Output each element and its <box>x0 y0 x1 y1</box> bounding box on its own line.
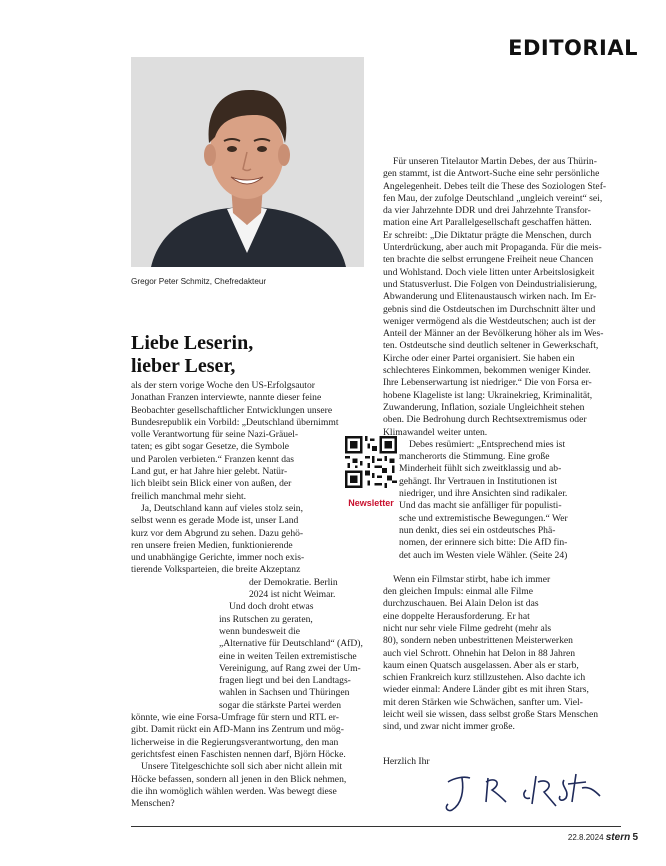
portrait-illustration <box>131 57 364 267</box>
text-line: „Alternative für Deutschland“ (AfD), <box>219 638 363 650</box>
text-line: selbst wenn es gerade Mode ist, unser Land <box>131 515 299 527</box>
text-line: nomen, der erinnere sich bitte: Die AfD fin- <box>399 537 568 549</box>
text-line: Ja, Deutschland kann auf vieles stolz sein, <box>141 502 303 514</box>
text-line: Bundesrepublik ein Vorbild: „Deutschland übernimmt <box>131 416 339 428</box>
text-line: Unsere Titelgeschichte soll sich aber nicht allein mit <box>141 761 343 773</box>
footer <box>568 832 638 843</box>
text-line: fen Mau, der zufolge Deutschland „ungleich vereint“ sei, <box>383 192 603 204</box>
text-line: mation eine Art Parallelgesellschaft geschaffen hätten. <box>383 217 592 229</box>
greeting-line-2: lieber Leser, <box>131 355 236 377</box>
page-number: 5 <box>632 832 638 843</box>
text-line: Höcke befassen, sondern all jenen in den Blick nehmen, <box>131 773 347 785</box>
magazine-brand: stern <box>605 832 631 843</box>
text-line: det auch im Westen viele Wähler. (Seite 24) <box>399 549 568 561</box>
text-line: und Statusverlust. Die Folgen von Deindustrialisierung, <box>383 278 597 290</box>
text-line: gebnis sind die Ostdeutschen im Durchschnitt älter und <box>383 303 596 315</box>
section-title: EDITORIAL <box>508 36 638 60</box>
text-line: lich bleibt sein Blick einer von außen, der <box>131 478 292 490</box>
left-column-text <box>131 380 363 810</box>
text-line: als der stern vorige Woche den US-Erfolgsautor <box>131 380 315 391</box>
text-line: sind, und zwar nicht immer große. <box>383 721 515 733</box>
text-line: Jonathan Franzen interviewte, nannte dieser feine <box>131 392 322 404</box>
text-line: die ihn womöglich wählen werden. Was bewegt diese <box>131 785 337 797</box>
text-line: und Wohlstand. Doch viele litten unter Arbeitslosigkeit <box>383 266 595 278</box>
greeting <box>131 332 253 378</box>
text-line: leicht weil sie wissen, dass selbst große Stars Menschen <box>383 709 599 721</box>
text-line: tierende Volksparteien, die breite Akzeptanz <box>131 564 301 576</box>
text-line: eine in weiten Teilen extremistische <box>219 650 357 662</box>
text-line: Vereinigung, auf Rang zwei der Um- <box>219 662 361 674</box>
text-line: 2024 ist nicht Weimar. <box>249 589 336 601</box>
newsletter-title: Newsletter <box>348 498 394 508</box>
text-line: Für unseren Titelautor Martin Debes, der aus Thürin- <box>393 156 597 167</box>
text-line: kurz vor dem Abgrund zu sehen. Dazu gehö- <box>131 527 304 539</box>
footer-rule <box>131 826 621 827</box>
text-line: da vier Jahrzehnte DDR und drei Jahrzehnte Transfor- <box>383 205 591 217</box>
text-line: Und das macht sie anfälliger für populisti- <box>399 500 562 512</box>
text-line: fragen liegt und bei den Landtags- <box>219 675 351 687</box>
text-line: schien Frankreich kurz stillzustehen. Also dachte ich <box>383 672 586 684</box>
text-line: Anteil der Männer an der Bevölkerung höher als im Wes- <box>383 328 604 340</box>
text-line: Abwanderung und Elitenaustausch wirken nach. Im Er- <box>383 291 597 303</box>
right-column-text <box>383 156 620 734</box>
text-line: hobene Klageliste ist lang: Ukrainekrieg, Kriminalität, <box>383 389 593 401</box>
text-line: 80), sondern neben unbestrittenen Meisterwerken <box>383 635 573 647</box>
text-line: Menschen? <box>131 798 175 810</box>
text-line: Zuwanderung, Inflation, soziale Ungleichheit stehen <box>383 401 585 413</box>
text-line: sogar die stärkste Partei werden <box>219 699 342 711</box>
text-line: und Parolen verbieten.“ Franzen kennt das <box>131 453 295 465</box>
text-line: taten; es gibt sogar Gesetze, die Symbole <box>131 441 289 453</box>
text-line: gerichtsfest einen Faschisten nennen darf, Björn Höcke. <box>131 748 346 760</box>
author-portrait <box>131 57 364 267</box>
text-line: volle Verantwortung für seine Nazi-Gräuel- <box>131 429 299 441</box>
text-line: licherweise in die Regierungsverantwortung, den man <box>131 736 339 748</box>
text-line: Wenn ein Filmstar stirbt, habe ich immer <box>393 573 551 585</box>
text-line: könnte, wie eine Forsa-Umfrage für stern und RTL er- <box>131 712 340 724</box>
text-line: oben. Die Bedrohung durch Rechtsextremismus oder <box>383 414 587 426</box>
text-line: und unabhängige Gerichte, immer noch exis- <box>131 552 305 564</box>
text-line: Minderheit fühlt sich zweitklassig und ab- <box>399 463 562 475</box>
text-line: eine doppelte Herausforderung. Er hat <box>383 610 530 622</box>
issue-date: 22.8.2024 <box>567 833 604 842</box>
text-line: mancherorts die Stimmung. Eine große <box>399 451 550 463</box>
text-line: der Demokratie. Berlin <box>249 576 338 588</box>
text-line: freilich manchmal mehr sieht. <box>131 490 247 502</box>
text-line: schlechteres Einkommen, bekommen weniger Kinder. <box>383 365 591 377</box>
text-line: wieder einmal: Andere Länder gibt es mit ihren Stars, <box>383 684 589 696</box>
text-line: ins Rutschen zu geraten, <box>219 613 313 625</box>
text-line: gehängt. Ihr Vertrauen in Institutionen ist <box>399 475 558 487</box>
text-line: mit deren Stärken wie Schwächen, sanfter um. Viel- <box>383 696 583 708</box>
text-line: ten. Ostdeutsche sind deutlich seltener in Gewerkschaft, <box>383 340 599 352</box>
text-line: gibt. Damit rückt ein AfD-Mann ins Zentrum und mög- <box>131 724 344 736</box>
text-line: kaum einen Quatsch ausgelassen. Aber als er starb, <box>383 659 579 671</box>
text-line: Er schreibt: „Die Diktatur prägte die Menschen, durch <box>383 229 592 241</box>
text-line: Und doch droht etwas <box>229 601 314 613</box>
photo-caption: Gregor Peter Schmitz, Chefredakteur <box>131 277 267 286</box>
text-line: nun denkt, dies sei ein ostdeutsches Phä- <box>399 524 556 536</box>
text-line: nicht nur sehr viele Filme gedreht (mehr als <box>383 622 552 634</box>
text-line: ren unsere freien Medien, funktionierende <box>131 539 293 551</box>
text-line: wahlen in Sachsen und Thüringen <box>219 687 350 699</box>
text-line: ten brachte die selbst errungene Freiheit neue Chancen <box>383 254 594 266</box>
text-line: niedriger, und ihre Ansichten sind radikaler. <box>399 488 568 500</box>
text-line: Beobachter gesellschaftlicher Entwicklungen unsere <box>131 404 333 416</box>
text-line: den gleichen Impuls: einmal alle Filme <box>383 586 533 598</box>
text-line: Kirche oder einer Partei organisiert. Sie haben ein <box>383 352 575 364</box>
greeting-line-1: Liebe Leserin, <box>131 332 254 354</box>
text-line: wenn bundesweit die <box>219 625 300 637</box>
text-line: auch viel Schrott. Ohnehin hat Delon in 88 Jahren <box>383 647 576 659</box>
text-line: Ihre Lebenserwartung ist niedriger.“ Die von Forsa er- <box>383 377 592 389</box>
text-line: sche und extremistische Bewegungen.“ Wer <box>399 512 568 524</box>
text-line: Unterdrückung, aber auch mit Propaganda. Für die meis- <box>383 242 602 254</box>
text-line: Land gut, er hat Jahre hier gelebt. Natür- <box>131 466 288 478</box>
text-line: Angelegenheit. Debes teilt die These des Soziologen Stef- <box>383 180 607 192</box>
text-line: Debes resümiert: „Entsprechend mies ist <box>409 438 566 450</box>
text-line: durchzuschauen. Bei Alain Delon ist das <box>383 598 539 610</box>
text-line: Klimawandel weiter unten. <box>383 426 488 438</box>
signature <box>440 768 610 816</box>
text-line: gen stammt, ist die Antwort-Suche eine sehr persönliche <box>383 168 600 180</box>
text-line: weniger vermögend als die Westdeutschen; auch ist der <box>383 315 596 327</box>
closing-greeting: Herzlich Ihr <box>383 756 430 767</box>
